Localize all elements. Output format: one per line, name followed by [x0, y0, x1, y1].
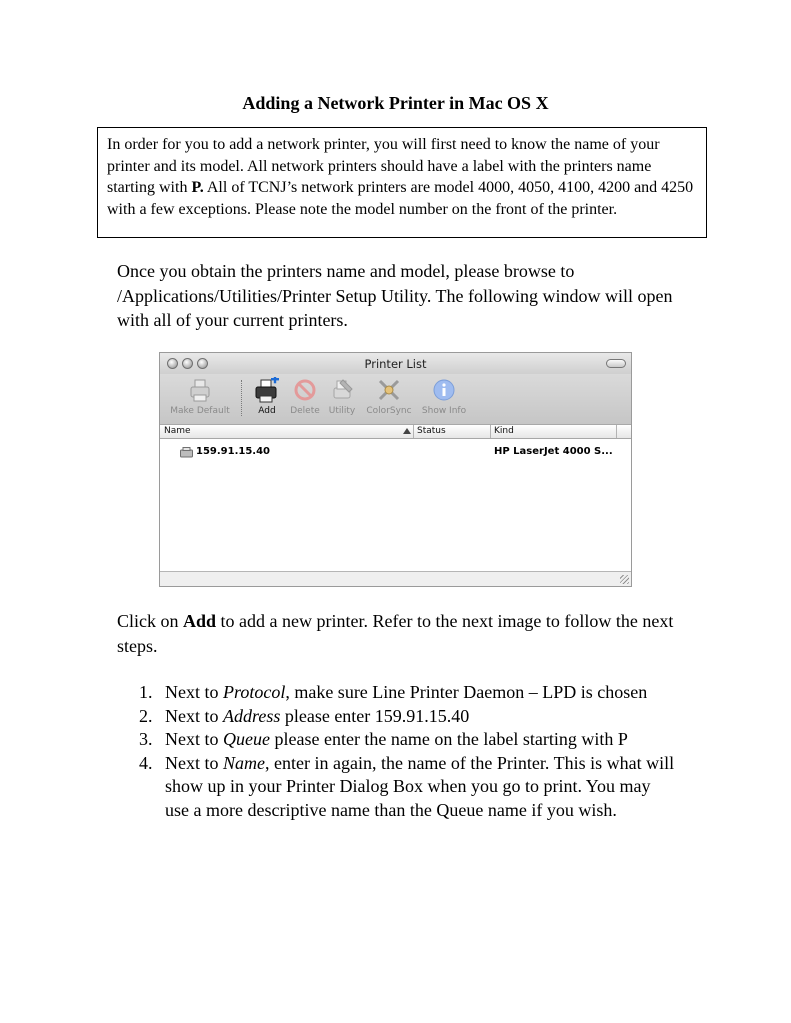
delete-label: Delete — [290, 406, 320, 416]
add-printer-button[interactable] — [254, 377, 280, 416]
step-item — [117, 752, 677, 823]
printer-list-header — [160, 425, 631, 439]
intro-box — [97, 127, 707, 238]
add-keyword: Add — [183, 611, 217, 631]
toolbar-toggle-button[interactable] — [606, 359, 626, 368]
intro-text-bold: P. — [191, 179, 204, 196]
info-icon — [431, 377, 457, 405]
column-divider[interactable] — [413, 425, 414, 438]
click-add-paragraph — [117, 609, 677, 658]
step-text-pre: Next to — [165, 729, 223, 749]
step-text-pre: Next to — [165, 682, 223, 702]
step-text-post: , make sure Line Printer Daemon – LPD is chosen — [285, 682, 648, 702]
column-divider[interactable] — [490, 425, 491, 438]
colorsync-label: ColorSync — [366, 406, 412, 416]
add-label: Add — [258, 406, 276, 416]
utility-button[interactable] — [326, 377, 358, 416]
document-title: Adding a Network Printer in Mac OS X — [242, 93, 549, 113]
printer-kind: HP LaserJet 4000 S... — [494, 446, 613, 457]
utility-icon — [329, 377, 355, 405]
step-number: 3. — [139, 729, 153, 749]
steps-list — [117, 681, 677, 822]
instructions-paragraph: Once you obtain the printers name and model, please browse to /Applications/Utilities/Printer Setup Utility. The following window will open with all of your current printers. — [117, 261, 673, 330]
window-footer — [160, 571, 631, 586]
printer-name: 159.91.15.40 — [196, 446, 271, 457]
step-text-pre: Next to — [165, 752, 223, 773]
column-kind[interactable]: Kind — [494, 426, 514, 436]
window-title: Printer List — [364, 357, 427, 371]
colorsync-icon — [376, 377, 402, 405]
toolbar-separator — [241, 380, 242, 416]
column-name[interactable]: Name — [164, 426, 191, 436]
make-default-button[interactable] — [166, 377, 234, 416]
step-keyword: Protocol — [223, 682, 286, 702]
step-number: 4. — [139, 752, 153, 773]
click-add-prefix: Click on — [117, 611, 183, 631]
utility-label: Utility — [328, 406, 356, 416]
printer-list[interactable] — [160, 439, 631, 571]
step-item — [117, 681, 677, 705]
printer-icon — [180, 447, 193, 458]
step-keyword: Address — [223, 705, 281, 726]
delete-printer-button[interactable] — [288, 377, 322, 416]
step-keyword: Name — [223, 752, 265, 773]
printer-row[interactable] — [160, 445, 631, 461]
step-number: 1. — [139, 682, 153, 702]
window-titlebar — [160, 353, 631, 374]
step-text-pre: Next to — [165, 705, 223, 726]
make-default-label: Make Default — [170, 406, 230, 416]
column-status[interactable]: Status — [417, 426, 446, 436]
show-info-label: Show Info — [421, 406, 467, 416]
intro-text-end: All of TCNJ’s network printers are model 4000, 4050, 4100, 4200 and 4250 with a few exceptions. Please note the model number on the front of the printer. — [107, 179, 694, 218]
window-toolbar — [160, 374, 631, 425]
step-item — [117, 728, 677, 752]
step-item — [117, 705, 677, 729]
step-number: 2. — [139, 705, 153, 726]
step-keyword: Queue — [223, 729, 270, 749]
step-text-post: , enter in again, the name of the Printer. This is what will show up in your Printer Dialog Box when you go to print. You may use a more descriptive name than the Queue name if you wish. — [165, 752, 675, 820]
printer-list-window — [159, 352, 632, 587]
click-add-suffix: to add a new printer. Refer to the next image to follow the next steps. — [117, 611, 674, 656]
step-text-post: please enter 159.91.15.40 — [280, 705, 470, 726]
add-printer-icon — [254, 377, 280, 405]
show-info-button[interactable] — [420, 377, 468, 416]
step-text-post: please enter the name on the label starting with P — [269, 729, 628, 749]
printer-icon — [187, 377, 213, 405]
sort-ascending-icon — [403, 428, 411, 434]
intro-text-start: In order for you to add a network printer, you will first need to know the name of your printer and its model. All network printers should have a label with the printers name starting with — [107, 136, 660, 196]
colorsync-button[interactable] — [364, 377, 414, 416]
delete-icon — [292, 377, 318, 405]
column-divider[interactable] — [616, 425, 617, 438]
resize-grip-icon[interactable] — [620, 575, 629, 584]
